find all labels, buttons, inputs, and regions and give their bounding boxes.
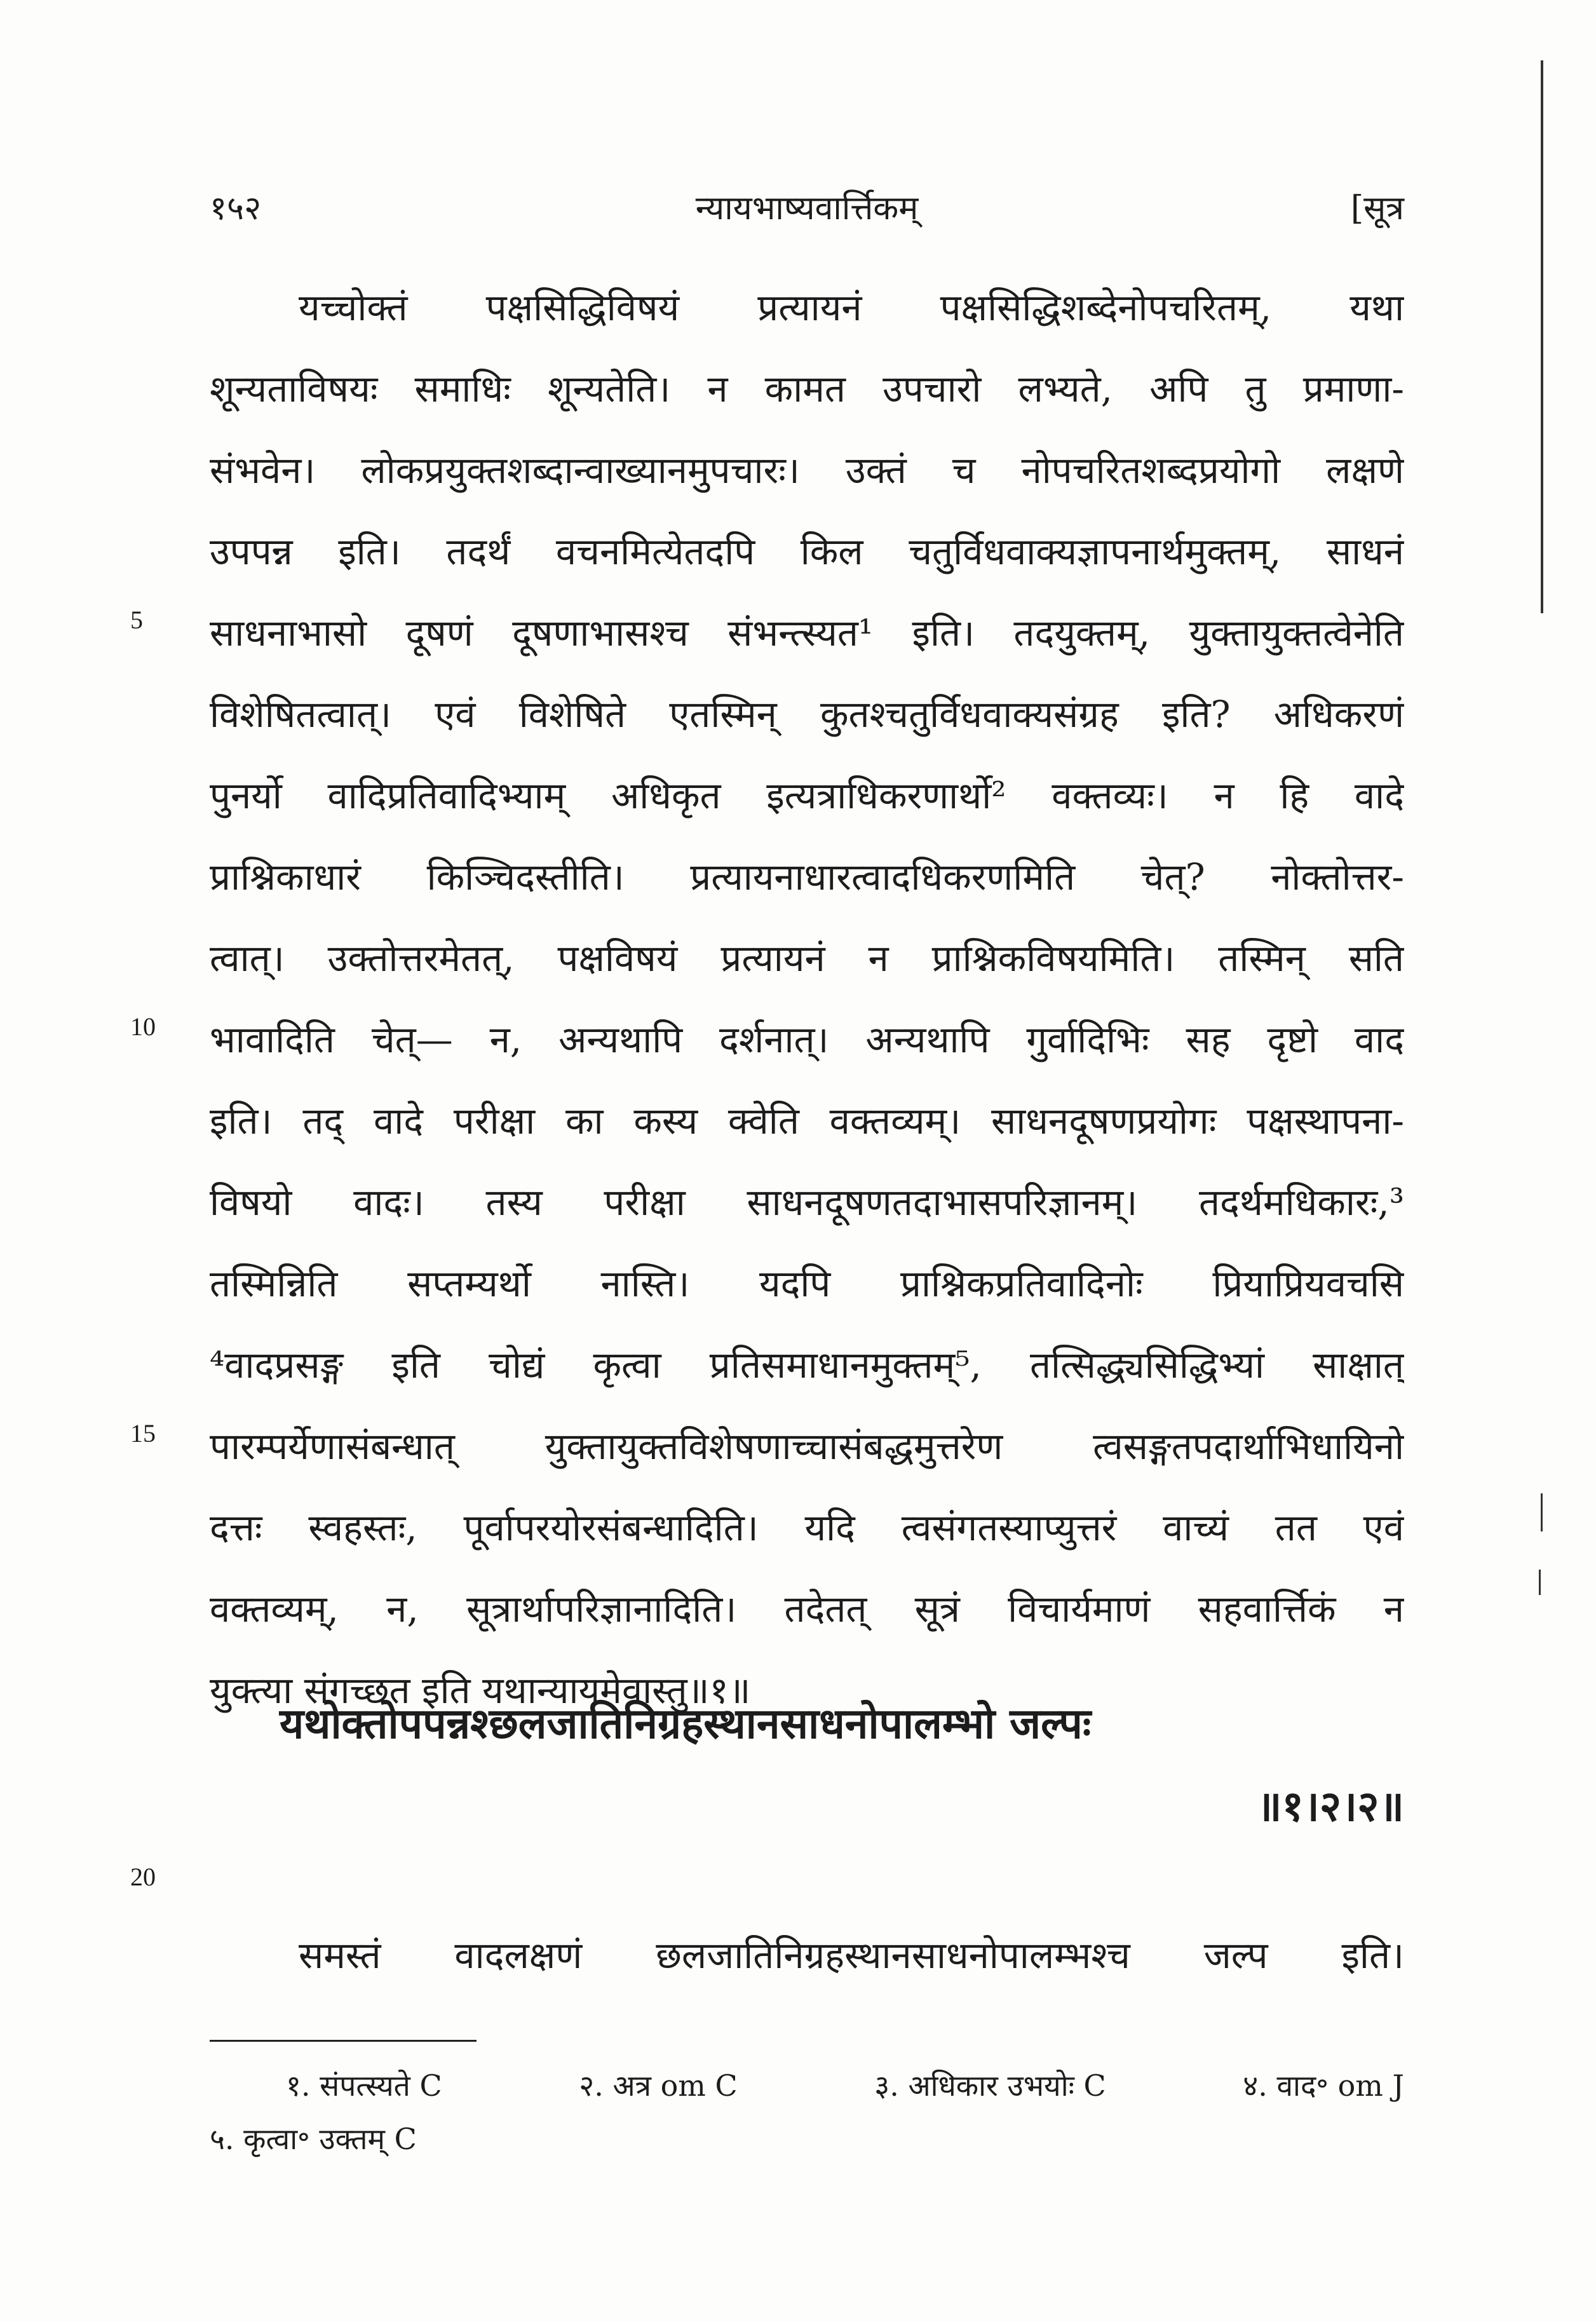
text-line: भावादिति चेत्— न, अन्यथापि दर्शनात्। अन्यथापि गुर्वादिभिः सह दृष्टो वाद xyxy=(210,1018,1404,1061)
text-line: संभवेन। लोकप्रयुक्तशब्दान्वाख्यानमुपचारः। उक्तं च नोपचरितशब्दप्रयोगो लक्षणे xyxy=(210,449,1404,492)
sutra-number: ॥१।२।२॥ xyxy=(1256,1781,1404,1831)
footnote: १. संपत्स्यते C xyxy=(286,2068,442,2103)
main-text xyxy=(210,267,1404,1731)
text-line: वक्तव्यम्, न, सूत्रार्थापरिज्ञानादिति। तदेतत् सूत्रं विचार्यमाणं सहवार्त्तिकं न xyxy=(210,1587,1404,1631)
footnote: ५. कृत्वा॰ उक्तम् C xyxy=(210,2122,417,2156)
footnote: २. अत्र om C xyxy=(579,2068,738,2103)
text-line: शून्यताविषयः समाधिः शून्यतेति। न कामत उपचारो लभ्यते, अपि तु प्रमाणा- xyxy=(210,367,1404,411)
page-edge-mark xyxy=(1541,1493,1543,1531)
text-line: तस्मिन्निति सप्तम्यर्थो नास्ति। यदपि प्राश्निकप्रतिवादिनोः प्रियाप्रियवचसि xyxy=(210,1262,1404,1305)
footnote: ४. वाद॰ om J xyxy=(1243,2068,1404,2103)
text-line: युक्त्या संगच्छत इति यथान्यायमेवास्तु॥१॥ xyxy=(210,1669,751,1712)
page-number: १५२ xyxy=(210,189,262,227)
sutra-block xyxy=(280,1694,1404,1833)
footnote: ३. अधिकार उभयोः C xyxy=(874,2068,1106,2103)
text-line: उपपन्न इति। तदर्थं वचनमित्येतदपि किल चतुर्विधवाक्यज्ञापनार्थमुक्तम्, साधनं xyxy=(210,530,1404,573)
text-line: यच्चोक्तं पक्षसिद्धिविषयं प्रत्यायनं पक्षसिद्धिशब्देनोपचरितम्, यथा xyxy=(299,286,1404,329)
text-line: पारम्पर्येणासंबन्धात् युक्तायुक्तविशेषणाच्चासंबद्धमुत्तरेण त्वसङ्गतपदार्थाभिधायिनो xyxy=(210,1425,1404,1468)
text-line: ⁴वादप्रसङ्ग इति चोद्यं कृत्वा प्रतिसमाधानमुक्तम्⁵, तत्सिद्ध्यसिद्धिभ्यां साक्षात् xyxy=(210,1343,1404,1387)
line-number: 20 xyxy=(130,1863,156,1891)
footnote-divider xyxy=(210,2040,477,2042)
sutra-text: यथोक्तोपपन्नश्छलजातिनिग्रहस्थानसाधनोपालम्भो जल्पः xyxy=(280,1699,1092,1748)
text-line: त्वात्। उक्तोत्तरमेतत्, पक्षविषयं प्रत्यायनं न प्राश्निकविषयमिति। तस्मिन् सति xyxy=(210,937,1404,980)
line-number: 10 xyxy=(130,1012,156,1041)
text-line: विशेषितत्वात्। एवं विशेषिते एतस्मिन् कुतश्चतुर्विधवाक्यसंग्रह इति? अधिकरणं xyxy=(210,693,1404,736)
line-number: 15 xyxy=(130,1419,156,1448)
text-line: पुनर्यो वादिप्रतिवादिभ्याम् अधिकृत इत्यत्राधिकरणार्थो² वक्तव्यः। न हि वादे xyxy=(210,774,1404,817)
commentary-line: समस्तं वादलक्षणं छलजातिनिग्रहस्थानसाधनोपालम्भश्च जल्प इति। xyxy=(299,1934,1404,1977)
book-title: न्यायभाष्यवार्त्तिकम् xyxy=(695,189,919,227)
text-line: प्राश्निकाधारं किञ्चिदस्तीति। प्रत्यायनाधारत्वादधिकरणमिति चेत्? नोक्तोत्तर- xyxy=(210,855,1404,899)
text-line: साधनाभासो दूषणं दूषणाभासश्च संभन्त्स्यत¹ इति। तदयुक्तम्, युक्तायुक्तत्वेनेति xyxy=(210,611,1404,655)
text-line: दत्तः स्वहस्तः, पूर्वापरयोरसंबन्धादिति। यदि त्वसंगतस्याप्युत्तरं वाच्यं तत एवं xyxy=(210,1506,1404,1549)
text-line: विषयो वादः। तस्य परीक्षा साधनदूषणतदाभासपरिज्ञानम्। तदर्थमधिकारः,³ xyxy=(210,1181,1404,1224)
page-edge-mark xyxy=(1539,1570,1541,1595)
line-number: 5 xyxy=(130,606,143,634)
footnotes xyxy=(210,2059,1404,2166)
page-edge-line xyxy=(1541,60,1543,613)
running-header xyxy=(210,184,1404,241)
section-label: [सूत्र xyxy=(1350,189,1404,227)
text-line: इति। तद् वादे परीक्षा का कस्य क्वेति वक्तव्यम्। साधनदूषणप्रयोगः पक्षस्थापना- xyxy=(210,1099,1404,1143)
